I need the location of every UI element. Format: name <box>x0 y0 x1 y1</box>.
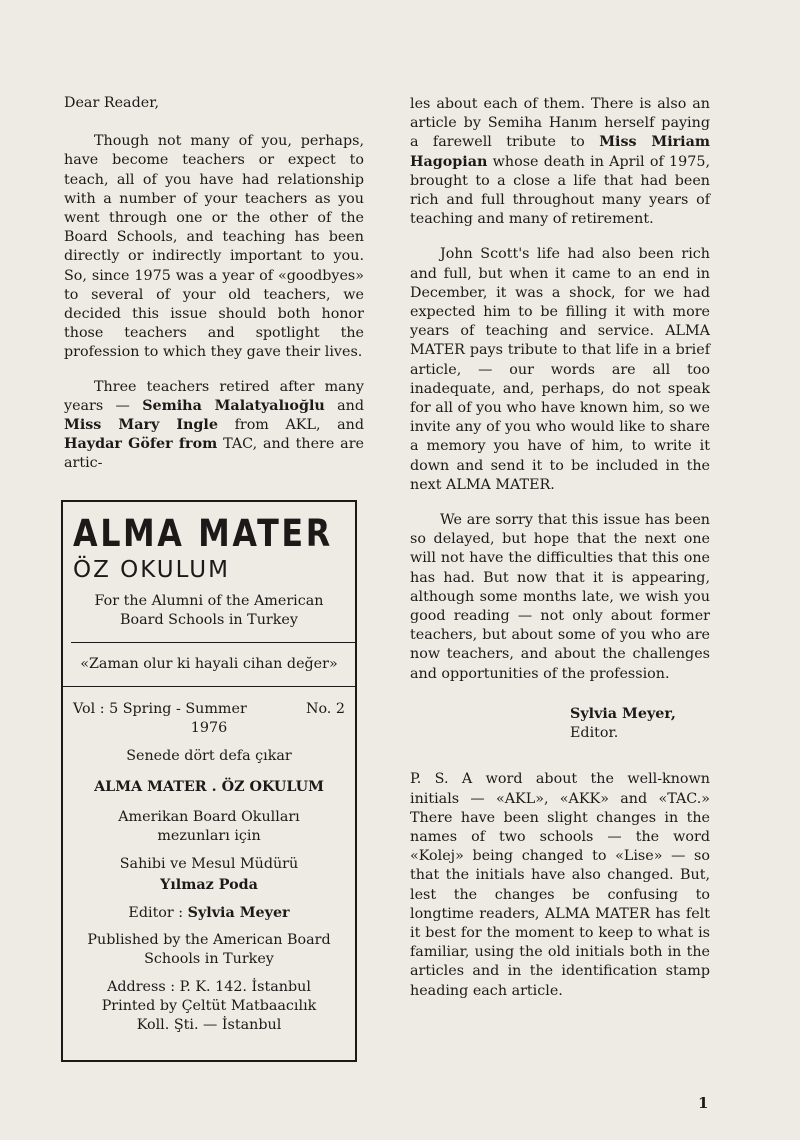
year: 1976 <box>190 720 228 736</box>
divider <box>63 686 355 687</box>
publisher-line: Published by the American Board <box>87 932 331 948</box>
graduates-line: mezunları için <box>157 828 261 844</box>
issue-number: No. 2 <box>305 701 345 717</box>
signature <box>570 705 710 743</box>
tribute-paragraph: John Scott's life had also been rich and full, but when it came to an end in December, it was a shock, for we had expected him to be filling it with more years of teaching and service. ALMA MATER pays tribute to that life in a brief article, — our words are all too inadequate, and, perhaps, do not speak for all of you who have known him, so we invite any of you who would like to share a memory you have of him, to write it down and send it to be included in the next ALMA MATER. <box>410 246 710 493</box>
masthead-box <box>61 500 357 1062</box>
volume-line <box>73 700 345 719</box>
left-column <box>64 94 364 474</box>
magazine-title: ALMA MATER <box>73 512 333 555</box>
teacher-name: Semiha Malatyalıoğlu <box>142 397 325 414</box>
magazine-subtitle: ÖZ OKULUM <box>73 557 230 583</box>
address-line: Address : P. K. 142. İstanbul <box>107 979 311 995</box>
signature-name: Sylvia Meyer, <box>570 705 676 722</box>
printer-line: Koll. Şti. — İstanbul <box>136 1017 282 1033</box>
graduates-line: Amerikan Board Okulları <box>118 809 300 825</box>
teacher-name: Miss Mary Ingle <box>64 417 218 434</box>
volume: Vol : 5 Spring - Summer <box>73 701 247 717</box>
signature-title: Editor. <box>570 725 619 742</box>
name-line: ALMA MATER . ÖZ OKULUM <box>94 779 324 795</box>
page-number: 1 <box>698 1094 709 1112</box>
retirees-paragraph: Three teachers retired after many years — Semiha Malatyalıoğlu and Miss Mary Ingle from AKL, and Haydar Göfer from TAC, and there are artic- <box>64 378 365 472</box>
frequency: Senede dört defa çıkar <box>126 748 292 764</box>
salutation: Dear Reader, <box>64 95 159 111</box>
retirees-paragraph-cont: les about each of them. There is also an article by Semiha Hanım herself paying a farewell tribute to Miss Miriam Hagopian whose death in April of 1975, brought to a close a life that had been rich and full throughout many years of teaching and many of retirement. <box>410 96 710 228</box>
editor-name: Sylvia Meyer <box>187 905 290 921</box>
publisher-line: Schools in Turkey <box>144 951 274 967</box>
printer-line: Printed by Çeltüt Matbaacılık <box>101 998 317 1014</box>
postscript: P. S. A word about the well-known initials — «AKL», «AKK» and «TAC.» There have been slight changes in the names of two schools — the word «Kolej» being changed to «Lise» — so that the initials have also changed. But, lest the changes be confusing to longtime readers, ALMA MATER has felt it best for the moment to keep to what is familiar, using the old initials both in the articles and in the identification stamp heading each article. <box>410 771 710 999</box>
teacher-name: Haydar Göfer from <box>64 436 218 453</box>
right-column <box>410 95 710 1001</box>
owner-name: Yılmaz Poda <box>160 877 258 893</box>
motto: «Zaman olur ki hayali cihan değer» <box>80 656 338 672</box>
teacher-name: Miss Miriam Hagopian <box>410 134 710 170</box>
intro-paragraph: Though not many of you, perhaps, have become teachers or expect to teach, all of you have had relationship with a number of your teachers as you went through one or the other of the Board Schools, and teaching has been directly or indirectly important to you. So, since 1975 was a year of «goodbyes» to several of your old teachers, we decided this issue should both honor those teachers and spotlight the profession to which they gave their lives. <box>64 133 364 361</box>
editor-line: Editor : Sylvia Meyer <box>128 905 290 921</box>
owner-label: Sahibi ve Mesul Müdürü <box>119 856 299 872</box>
apology-paragraph: We are sorry that this issue has been so delayed, but hope that the next one will not have the difficulties that this one has had. But now that it is appearing, although some months late, we wish you good reading — not only about former teachers, but about some of you who are now teachers, and about the challenges and opportunities of the profession. <box>410 512 710 682</box>
alumni-line: For the Alumni of the American Board Schools in Turkey <box>94 593 324 628</box>
